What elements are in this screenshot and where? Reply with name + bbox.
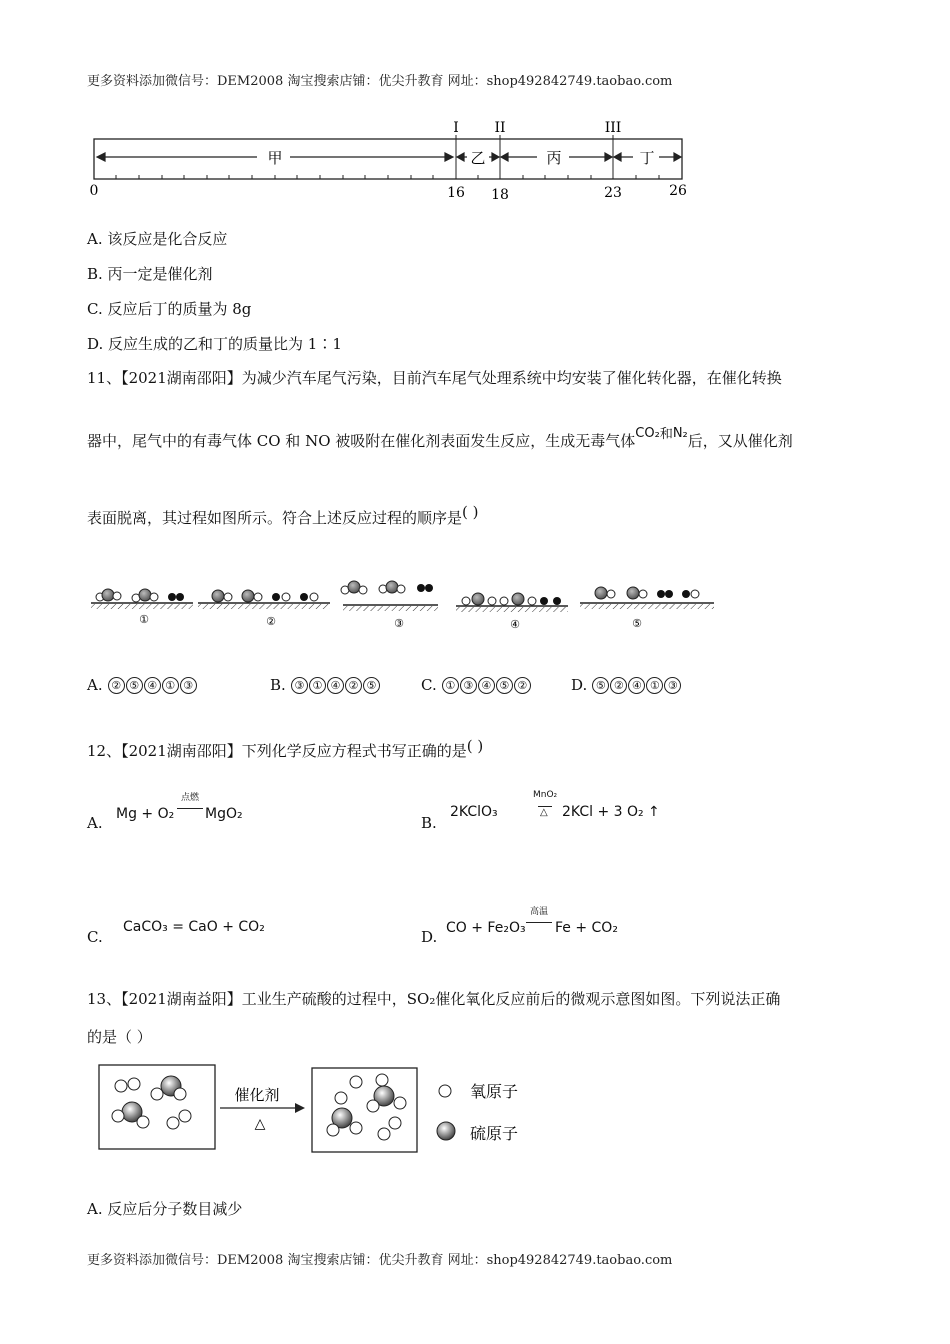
bar-label-jia: 甲 [267,149,283,167]
q12-c-eq: CaCO₃ = CaO + CO₂ [123,919,265,935]
q11-line-2a: 器中，尾气中的有毒气体 CO 和 NO 被吸附在催化剂表面发生反应，生成无毒气体 [87,432,636,450]
tick-16: 16 [447,185,465,201]
q13-option-a: A. 反应后分子数目减少 [87,1200,243,1218]
seq-item: ④ [327,677,344,694]
q13-line-2: 的是（ ） [87,1028,152,1046]
panel-label-5: ⑤ [632,617,642,630]
catalyst-label: 催化剂 [234,1086,280,1104]
surface-process-diagram [88,575,718,635]
q12-a-letter: A. [87,814,103,832]
seq-item: ③ [291,677,308,694]
q12-stem-text: 12、【2021湖南邵阳】下列化学反应方程式书写正确的是 [87,742,467,760]
q12-b-right: 2KCl + 3 O₂ ↑ [562,804,660,820]
q12-b-left: 2KClO₃ [450,804,498,820]
q11-option-c [421,675,532,694]
q11-line-2 [87,426,793,451]
q12-d-right: Fe + CO₂ [555,920,618,936]
seq-item: ③ [180,677,197,694]
roman-2: II [494,120,506,136]
mass-bar-diagram [85,115,695,205]
panel-label-2: ② [266,615,276,628]
q11-line-1: 11、【2021湖南邵阳】为减少汽车尾气污染，目前汽车尾气处理系统中均安装了催化转化器，在催化转换 [87,369,782,387]
q12-paren: ( ) [466,737,484,755]
q13-line-1: 13、【2021湖南益阳】工业生产硫酸的过程中，SO₂催化氧化反应前后的微观示意图如图。下列说法正确 [87,990,781,1008]
q11-option-d [571,675,682,694]
q12-a-bar [177,808,203,809]
q11-option-b [270,675,381,694]
q10-option-c: C. 反应后丁的质量为 8g [87,300,252,318]
panel-1 [91,589,193,609]
panel-label-1: ① [139,613,149,626]
seq-item: ④ [478,677,495,694]
seq-item: ① [646,677,663,694]
q12-d-left: CO + Fe₂O₃ [446,920,526,936]
q11-b-letter: B. [270,676,286,694]
q12-b-cond-bot: △ [540,807,548,818]
panel-5 [580,587,714,609]
seq-item: ② [345,677,362,694]
seq-item: ② [514,677,531,694]
oxygen-legend-icon [439,1085,451,1097]
seq-item: ② [108,677,125,694]
before-box [99,1065,215,1149]
q11-paren: ( ) [462,503,479,521]
q10-option-b: B. 丙一定是催化剂 [87,265,213,283]
q11-option-a [87,675,198,694]
seq-item: ④ [144,677,161,694]
q12-d-cond: 高温 [529,907,548,917]
panel-2 [198,590,330,609]
q12-a-cond: 点燃 [180,793,199,803]
q12-b-cond-top: MnO₂ [533,790,558,800]
roman-1: I [453,120,459,136]
q11-c-letter: C. [421,676,437,694]
q12-c-letter: C. [87,928,103,946]
seq-item: ④ [628,677,645,694]
q12-stem [87,737,484,761]
seq-item: ② [610,677,627,694]
tick-18: 18 [491,187,509,203]
panel-label-4: ④ [510,618,520,631]
q11-line-3 [87,503,479,528]
q11-a-letter: A. [87,676,103,694]
seq-item: ⑤ [592,677,609,694]
seq-item: ③ [664,677,681,694]
after-box [312,1068,417,1152]
seq-item: ① [309,677,326,694]
sulfur-legend-icon [437,1122,455,1140]
panel-label-3: ③ [394,617,404,630]
seq-item: ③ [460,677,477,694]
bar-label-yi: 乙 [470,149,486,167]
so2-reaction-diagram [95,1060,545,1155]
bar-label-bing: 丙 [546,149,562,167]
q11-line-3-text: 表面脱离，其过程如图所示。符合上述反应过程的顺序是 [87,509,463,527]
panel-4 [456,593,568,612]
seq-item: ⑤ [496,677,513,694]
q12-a-right: MgO₂ [205,806,243,822]
page-footer: 更多资料添加微信号：DEM2008 淘宝搜索店铺：优尖升教育 网址：shop492842749.taobao.com [87,1253,673,1268]
n2-formula: N₂ [672,426,688,441]
co2-formula: CO₂ [635,426,660,441]
he-text: 和 [659,427,673,442]
legend-oxygen: 氧原子 [470,1082,519,1101]
q12-b-letter: B. [421,814,437,832]
tick-0: 0 [89,183,99,199]
legend-sulfur: 硫原子 [470,1124,519,1143]
bar-label-ding: 丁 [639,149,655,167]
roman-3: III [604,120,622,136]
q10-option-d: D. 反应生成的乙和丁的质量比为 1∶1 [87,335,342,353]
q10-option-a: A. 该反应是化合反应 [87,230,228,248]
delta-label: △ [254,1116,266,1132]
seq-item: ① [162,677,179,694]
seq-item: ① [442,677,459,694]
panel-3 [341,581,438,611]
seq-item: ⑤ [363,677,380,694]
tick-26: 26 [669,183,687,199]
page-header: 更多资料添加微信号：DEM2008 淘宝搜索店铺：优尖升教育 网址：shop492842749.taobao.com [87,74,673,89]
q11-line-2b: 后，又从催化剂 [687,432,793,450]
q12-a-left: Mg + O₂ [116,806,175,822]
q12-d-bar [526,922,552,923]
seq-item: ⑤ [126,677,143,694]
q12-d-letter: D. [421,928,438,946]
q11-d-letter: D. [571,676,588,694]
tick-23: 23 [604,185,622,201]
